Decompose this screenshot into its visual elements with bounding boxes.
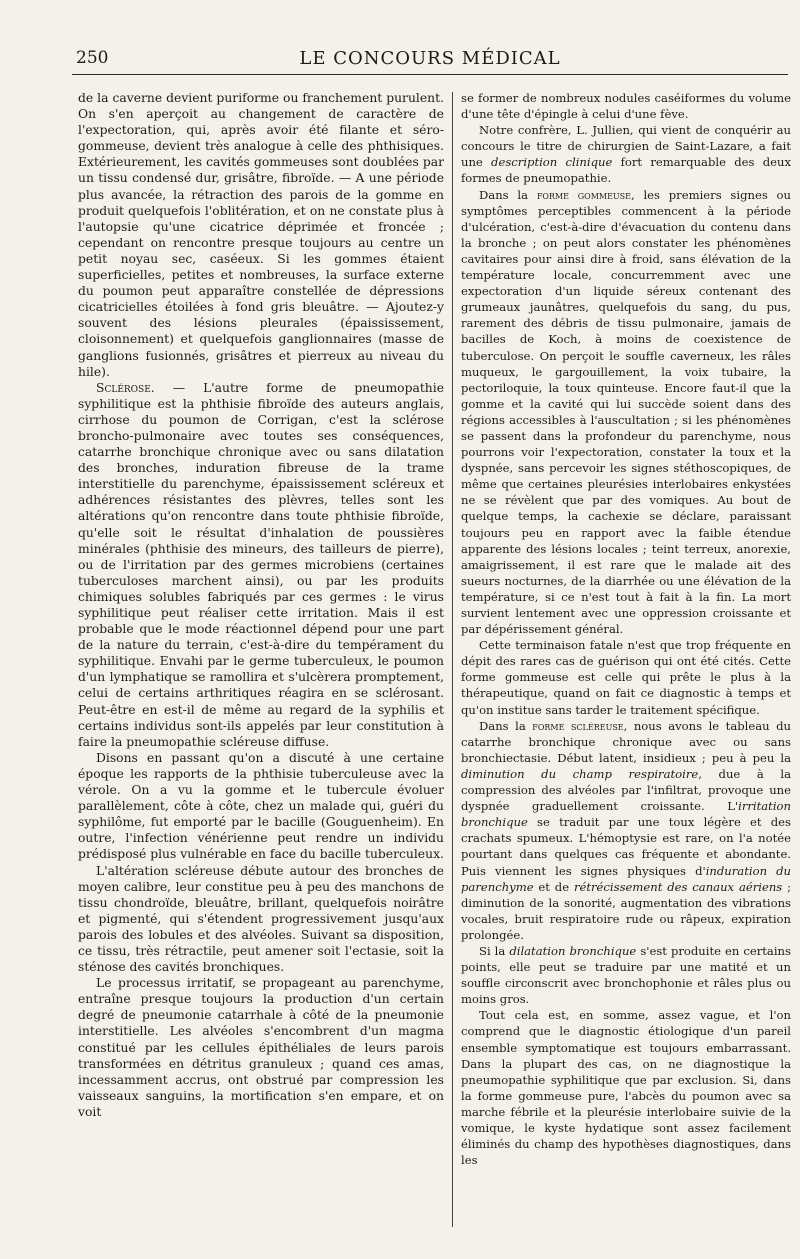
paragraph-text: , les premiers signes ou symptômes perceptibles commencent à la période d'ulcération, c'est-à-dire d'évacuation du contenu dans la bronche ; on peut alors constater les phénomènes cavitaires pour ainsi dire à froid, sans élévation de la température locale, concurremment avec une expectoration d'un liquide séreux contenant des grumeaux jaunâtres, quelquefois du sang, du pus, rarement des débris de tissu pulmonaire, jamais de bacilles de Koch, à moins de coexistence de tuberculose. On perçoit le souffle caverneux, les râles muqueux, le gargouillement, la voix tubaire, la pectoriloquie, la toux quinteuse. Encore faut-il que la gomme et la cavité qui lui succède soient dans des régions accessibles à l'auscultation ; si les phénomènes se passent dans la profondeur du parenchyme, nous pourrons voir l'expectoration, constater la toux et la dyspnée, sans percevoir les signes stéthoscopiques, de même que certaines pleurésies interlobaires enkystées ne se révèlent que par des vomiques. Au bout de quelque temps, la cachexie se déclare, paraissant toujours peu en rapport avec la faible étendue apparente des lésions locales ; teint terreux, anorexie, amaigrissement, il est rare que le malade ait des sueurs nocturnes, de la diarrhée ou une élévation de la température, si ce n'est tout à fait à la fin. La mort survient lentement avec une oppression croissante et par dépérissement général.	[461, 187, 791, 637]
paragraph-sclerose	[78, 380, 444, 750]
paragraph-text: ; diminution de la sonorité, augmentation des vibrations vocales, bruit respiratoire rude ou râpeux, expiration prolongée.	[461, 879, 791, 942]
paragraph-text: se traduit par une toux légère et des crachats spumeux. L'hémoptysie est rare, on l'a notée pourtant dans quelques cas fréquente et abondante. Puis viennent les signes physiques d'	[461, 815, 791, 878]
paragraph-text: Dans la	[479, 718, 533, 733]
paragraph-text: Dans la	[479, 187, 537, 202]
paragraph: Cette terminaison fatale n'est que trop fréquente en dépit des rares cas de guérison qui ont été cités. Cette forme gommeuse est celle qui prête le plus à la thérapeutique, quand on fait ce diagnostic à temps et qu'on institue sans tarder le traitement spécifique.	[461, 638, 791, 717]
paragraph: Le processus irritatif, se propageant au parenchyme, entraîne presque toujours la production d'un certain degré de pneumonie catarrhale à côté de la pneumonie interstitielle. Les alvéoles s'encombrent d'un magma constitué par les cellules épithéliales de leurs parois transformées en détritus granuleux ; quand ces amas, incessamment accrus, ont obstrué par compression les vaisseaux sanguins, la mortification s'en empare, et on voit	[78, 976, 444, 1119]
column-divider	[452, 92, 453, 1227]
paragraph: se former de nombreux nodules caséiformes du volume d'une tête d'épingle à celui d'une fève.	[461, 91, 791, 122]
paragraph: de la caverne devient puriforme ou franchement purulent. On s'en aperçoit au changement de caractère de l'expectoration, qui, après avoir été filante et séro-gommeuse, devient très analogue à celle des phthisiques. Extérieurement, les cavités gommeuses sont doublées par un tissu condensé dur, grisâtre, fibroïde. — A une période plus avancée, la rétraction des parois de la gomme en produit quelquefois l'oblitération, et on ne constate plus à l'autopsie qu'une cicatrice déprimée et froncée ; cependant on rencontre presque toujours au centre un petit noyau sec, caséeux. Si les gommes étaient superficielles, petites et nombreuses, la surface externe du poumon peut apparaître constellée de dépressions cicatricielles étoilées à fond gris bleuâtre. — Ajoutez-y souvent des lésions pleurales (épaississement, cloisonnement) et quelquefois ganglionnaires (masse de ganglions fusionnés, grisâtres et pierreux au niveau du hile).	[78, 91, 444, 379]
left-column	[78, 90, 444, 1250]
section-lead: forme gommeuse	[536, 187, 631, 202]
paragraph: Tout cela est, en somme, assez vague, et l'on comprend que le diagnostic étiologique d'un pareil ensemble symptomatique est toujours embarrassant. Dans la plupart des cas, on ne diagnostique la pneumopathie syphilitique que par exclusion. Si, dans la forme gommeuse pure, l'abcès du poumon avec sa marche fébrile et la pleurésie interlobaire suivie de la vomique, le kyste hydatique sont assez facilement éliminés du champ des hypothèses diagnostiques, dans les	[461, 1008, 791, 1168]
right-column	[461, 90, 791, 1250]
emphasis: irritation bronchique	[461, 799, 791, 830]
page-number: 250	[76, 48, 109, 68]
paragraph-dilatation	[461, 943, 791, 1007]
paragraph-text: , due à la compression des alvéoles par l'infiltrat, provoque une dyspnée graduellement croissante. L'	[461, 766, 791, 814]
paragraph: L'altération scléreuse débute autour des bronches de moyen calibre, leur constitue peu à peu des manchons de tissu chondroïde, bleuâtre, brillant, quelquefois noirâtre et pigmenté, qui s'étendent progressivement jusqu'aux parois des lobules et des alvéoles. Suivant sa disposition, ce tissu, très rétractile, peut amener soit l'ectasie, soit la sténose des cavités bronchiques.	[78, 863, 444, 975]
paragraph-text: — L'autre forme de pneumopathie syphilitique est la phthisie fibroïde des auteurs anglais, cirrhose du poumon de Corrigan, c'est la sclérose broncho-pulmonaire avec toutes ses conséquences, catarrhe bronchique chronique avec ou sans dilatation des bronches, induration fibreuse de la trame interstitielle du parenchyme, épaississement scléreux et adhérences résistantes des plèvres, telles sont les altérations qu'on rencontre dans toute phthisie fibroïde, qu'elle soit le résultat d'inhalation de poussières minérales (phthisie des mineurs, des tailleurs de pierre), ou de l'irritation par des germes microbiens (certaines tuberculoses marchent ainsi), ou par les produits chimiques solubles fabriqués par ces germes : le virus syphilitique peut réaliser cette irritation. Mais il est probable que le mode réactionnel dépend pour une part de la nature du terrain, c'est-à-dire du tempérament du syphilitique. Envahi par le germe tuberculeux, le poumon d'un lymphatique se ramollira et s'ulcèrera promptement, celui de certains arthritiques réagira en se sclérosant. Peut-être en est-il de même au regard de la syphilis et certains individus sont-ils appelés par leur constitution à faire la pneumopathie scléreuse diffuse.	[78, 380, 444, 749]
paragraph-text: et de	[533, 879, 574, 894]
paragraph-jullien	[461, 122, 791, 186]
paragraph-forme-sclereuse	[461, 718, 791, 943]
paragraph-text: , nous avons le tableau du catarrhe bronchique chronique avec ou sans bronchiectasie. Début latent, insidieux ; peu à peu la	[461, 718, 791, 765]
paragraph: Disons en passant qu'on a discuté à une certaine époque les rapports de la phthisie tuberculeuse avec la vérole. On a vu la gomme et le tubercule évoluer parallèlement, côte à côte, chez un malade qui, guéri du syphilôme, fut emporté par le bacille (Gouguenheim). En outre, l'infection vénérienne peut rendre un individu prédisposé plus vulnérable en face du bacille tuberculeux.	[78, 750, 444, 862]
journal-title: LE CONCOURS MÉDICAL	[299, 48, 561, 69]
emphasis: rétrécissement des canaux aériens	[573, 879, 783, 894]
emphasis: description clinique	[491, 155, 613, 170]
paragraph-text: fort remarquable des deux formes de pneumopathie.	[461, 155, 791, 186]
paragraph-text: Notre confrère, L. Jullien, qui vient de conquérir au concours le titre de chirurgien de Saint-Lazare, a fait une	[461, 123, 791, 170]
running-header	[72, 44, 788, 75]
emphasis: diminution du champ respiratoire	[461, 766, 699, 781]
section-lead: Sclérose.	[96, 380, 155, 395]
paragraph-text: s'est produite en certains points, elle peut se traduire par une matité et un souffle circonscrit avec bronchophonie et râles plus ou moins gros.	[461, 943, 791, 1007]
emphasis: dilatation bronchique	[509, 943, 637, 958]
emphasis: induration du parenchyme	[461, 863, 791, 894]
section-lead: forme scléreuse	[532, 718, 624, 733]
paragraph-forme-gommeuse	[461, 187, 791, 638]
paragraph-text: Si la	[479, 943, 510, 958]
